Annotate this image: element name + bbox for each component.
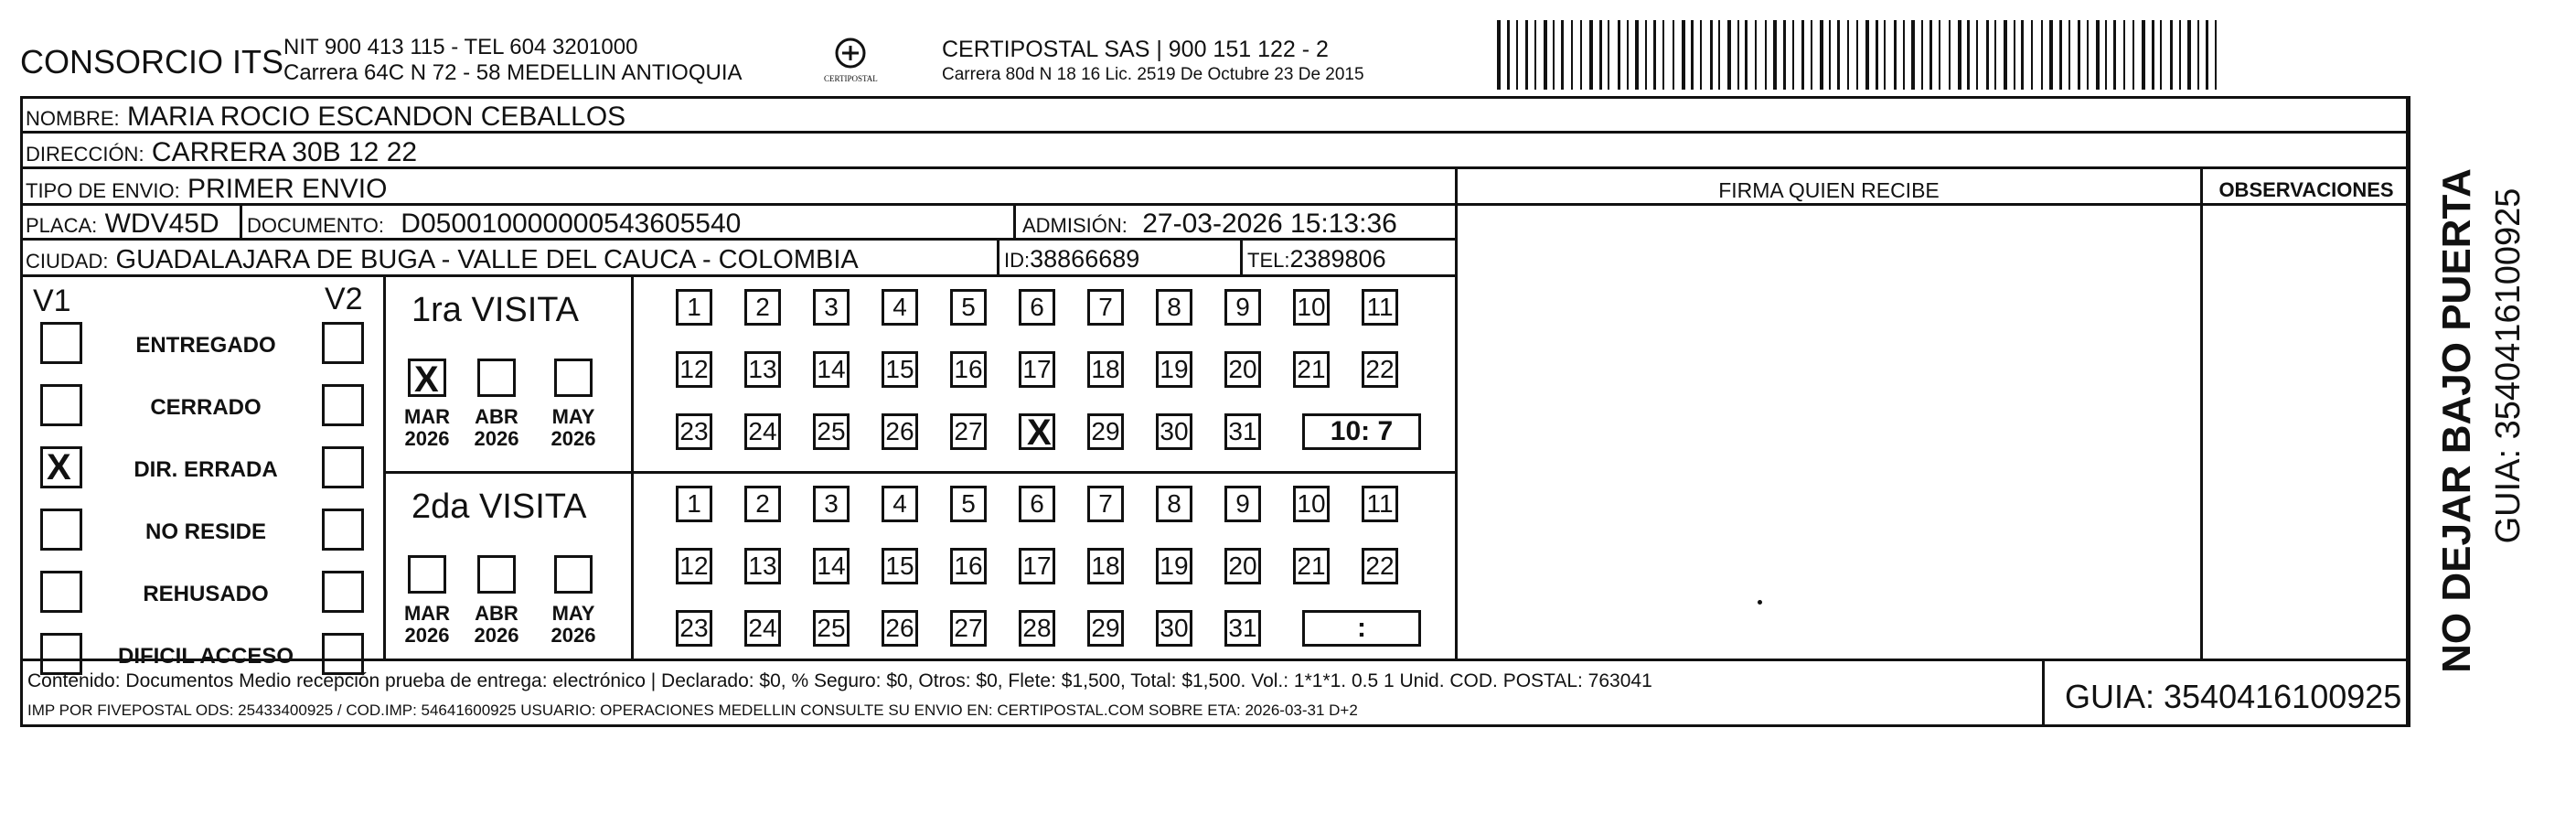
signature-dot [1758, 600, 1762, 605]
visit-2-title: 2da VISITA [412, 487, 587, 526]
visit-2-day-1[interactable]: 1 [676, 486, 712, 522]
visit-1-month-checkbox-mar[interactable] [408, 359, 446, 400]
visit-2-day-8[interactable]: 8 [1156, 486, 1192, 522]
tipo-label: TIPO DE ENVIO: [26, 179, 180, 202]
visit-2-month-checkbox-mar[interactable] [408, 555, 446, 594]
company-nit: NIT 900 413 115 - TEL 604 3201000 [283, 35, 638, 59]
visit-2-day-29[interactable]: 29 [1087, 610, 1124, 647]
company-name: CONSORCIO ITS [20, 43, 284, 80]
id-value: 38866689 [1030, 245, 1140, 273]
visit-1-day-5[interactable]: 5 [950, 289, 987, 326]
side-guia: GUIA: 3540416100925 [2489, 187, 2528, 544]
visit-1-day-4[interactable]: 4 [882, 289, 918, 326]
visit-2-day-27[interactable]: 27 [950, 610, 987, 647]
nombre-label: NOMBRE: [26, 107, 120, 130]
visit-1-day-28[interactable] [1019, 412, 1055, 453]
visit-1-day-27[interactable]: 27 [950, 413, 987, 450]
visit-1-day-25[interactable]: 25 [813, 413, 850, 450]
status-label-entregado: ENTREGADO [135, 333, 276, 358]
tel-value: 2389806 [1289, 245, 1386, 273]
admision-value: 27-03-2026 15:13:36 [1142, 209, 1397, 239]
visit-1-day-19[interactable]: 19 [1156, 351, 1192, 388]
visit-1-title: 1ra VISITA [412, 291, 580, 329]
visit-1-day-9[interactable]: 9 [1224, 289, 1261, 326]
direccion-value: CARRERA 30B 12 22 [151, 137, 418, 167]
visit-2-day-24[interactable]: 24 [744, 610, 781, 647]
nombre-row [26, 103, 625, 131]
direccion-label: DIRECCIÓN: [26, 143, 144, 166]
visit-1-day-20[interactable]: 20 [1224, 351, 1261, 388]
visit-1-month-label-abr: ABR 2026 [474, 405, 519, 450]
visit-1-day-29[interactable]: 29 [1087, 413, 1124, 450]
visit-2-month-checkbox-abr[interactable] [477, 555, 516, 594]
documento-label: DOCUMENTO: [247, 214, 384, 237]
visit-2-day-7[interactable]: 7 [1087, 486, 1124, 522]
status-label-cerrado: CERRADO [150, 395, 262, 420]
visit-2-day-10[interactable]: 10 [1293, 486, 1330, 522]
documento-value: D050010000000543605540 [401, 209, 742, 239]
visit-1-day-17[interactable]: 17 [1019, 351, 1055, 388]
v1-checkbox-cerrado[interactable] [40, 384, 82, 426]
visit-2-day-12[interactable]: 12 [676, 548, 712, 584]
visit-1-day-6[interactable]: 6 [1019, 289, 1055, 326]
nombre-value: MARIA ROCIO ESCANDON CEBALLOS [127, 102, 626, 132]
visit-1-day-15[interactable]: 15 [882, 351, 918, 388]
visit-2-day-13[interactable]: 13 [744, 548, 781, 584]
visit-1-day-22[interactable]: 22 [1362, 351, 1398, 388]
v2-checkbox-entregado[interactable] [322, 322, 364, 364]
visit-1-month-label-mar: MAR 2026 [403, 405, 451, 450]
visit-1-day-31[interactable]: 31 [1224, 413, 1261, 450]
visit-2-day-21[interactable]: 21 [1293, 548, 1330, 584]
visit-2-day-20[interactable]: 20 [1224, 548, 1261, 584]
side-warning: NO DEJAR BAJO PUERTA [2434, 168, 2479, 673]
visit-1-day-10[interactable]: 10 [1293, 289, 1330, 326]
visit-2-month-label-may: MAY 2026 [550, 602, 596, 647]
footer-guia: GUIA: 3540416100925 [2065, 678, 2402, 715]
visit-1-day-13[interactable]: 13 [744, 351, 781, 388]
tipo-row [26, 176, 387, 203]
visit-1-day-1[interactable]: 1 [676, 289, 712, 326]
certipostal-logo [818, 35, 882, 90]
visit-2-day-6[interactable]: 6 [1019, 486, 1055, 522]
v1-label: V1 [33, 284, 71, 318]
observaciones-label: OBSERVACIONES [2218, 178, 2394, 201]
v1-checkbox-dir-errada[interactable] [40, 446, 82, 488]
company-address: Carrera 64C N 72 - 58 MEDELLIN ANTIOQUIA [283, 60, 743, 85]
visit-2-month-checkbox-may[interactable] [554, 555, 593, 594]
admision-label: ADMISIÓN: [1022, 214, 1128, 237]
visit-2-day-25[interactable]: 25 [813, 610, 850, 647]
visit-1-day-11[interactable]: 11 [1362, 289, 1398, 326]
visit-1-month-checkbox-abr[interactable] [477, 359, 516, 397]
v2-checkbox-cerrado[interactable] [322, 384, 364, 426]
visit-2-month-label-abr: ABR 2026 [474, 602, 519, 647]
ciudad-value: GUADALAJARA DE BUGA - VALLE DEL CAUCA - COLOMBIA [115, 245, 859, 274]
visit-1-month-label-may: MAY 2026 [550, 405, 596, 450]
visit-1-time-box[interactable]: 10: 7 [1302, 413, 1421, 450]
tel-label: TEL: [1247, 249, 1290, 272]
status-label-dificil-acceso: DIFICIL ACCESO [117, 644, 294, 669]
visit-2-day-3[interactable]: 3 [813, 486, 850, 522]
visit-2-day-30[interactable]: 30 [1156, 610, 1192, 647]
visit-1-day-3[interactable]: 3 [813, 289, 850, 326]
visit-2-day-17[interactable]: 17 [1019, 548, 1055, 584]
visit-1-day-18[interactable]: 18 [1087, 351, 1124, 388]
status-label-dir-errada: DIR. ERRADA [134, 457, 278, 482]
barcode [1497, 20, 2224, 90]
documento-row [247, 210, 741, 238]
firma-label: FIRMA QUIEN RECIBE [1718, 178, 1940, 202]
v1-check-mark: X [47, 447, 71, 487]
visit-2-day-18[interactable]: 18 [1087, 548, 1124, 584]
v2-checkbox-no-reside[interactable] [322, 509, 364, 551]
id-label: ID: [1004, 249, 1031, 272]
v2-checkbox-dir-errada[interactable] [322, 446, 364, 488]
status-label-rehusado: REHUSADO [143, 582, 269, 606]
visit-1-day-14[interactable]: 14 [813, 351, 850, 388]
visit-1-day-8[interactable]: 8 [1156, 289, 1192, 326]
visit-2-day-23[interactable]: 23 [676, 610, 712, 647]
v2-label: V2 [325, 282, 363, 316]
id-row [1004, 247, 1139, 272]
visit-2-time-box[interactable]: : [1302, 610, 1421, 647]
direccion-row [26, 139, 417, 166]
v2-checkbox-rehusado[interactable] [322, 571, 364, 613]
visit-1-day-26[interactable]: 26 [882, 413, 918, 450]
admision-row [1022, 210, 1397, 238]
visit-1-day-21[interactable]: 21 [1293, 351, 1330, 388]
ciudad-row [26, 247, 859, 273]
visit-2-day-9[interactable]: 9 [1224, 486, 1261, 522]
status-label-no-reside: NO RESIDE [144, 519, 267, 544]
placa-row [26, 210, 219, 238]
visit-2-day-31[interactable]: 31 [1224, 610, 1261, 647]
visit-2-day-15[interactable]: 15 [882, 548, 918, 584]
v1-checkbox-no-reside[interactable] [40, 509, 82, 551]
visit-2-day-5[interactable]: 5 [950, 486, 987, 522]
visit-1-day-16[interactable]: 16 [950, 351, 987, 388]
footer-line2: IMP POR FIVEPOSTAL ODS: 25433400925 / COD.IMP: 54641600925 USUARIO: OPERACIONES MEDELLIN CONSULTE SU ENVIO EN: CERTIPOSTAL.COM SOBRE ETA: 2026-03-31 D+2 [27, 702, 1358, 719]
ciudad-label: CIUDAD: [26, 250, 109, 273]
v1-checkbox-rehusado[interactable] [40, 571, 82, 613]
visit-1-day-12[interactable]: 12 [676, 351, 712, 388]
visit-2-day-11[interactable]: 11 [1362, 486, 1398, 522]
visit-2-day-28[interactable]: 28 [1019, 610, 1055, 647]
footer-line1: Contenido: Documentos Medio recepción prueba de entrega: electrónico | Declarado: $0, % Seguro: $0, Otros: $0, Flete: $1,500, Total: $1,500. Vol.: 1*1*1. 0.5 1 Unid. COD. POSTAL: 763041 [27, 670, 1652, 691]
visit-1-month-checkbox-may[interactable] [554, 359, 593, 397]
logo-text: CERTIPOSTAL [824, 74, 878, 83]
visit-2-day-2[interactable]: 2 [744, 486, 781, 522]
v1-checkbox-dificil-acceso[interactable] [40, 633, 82, 675]
visit-1-month-mark: X [414, 359, 439, 400]
carrier-name: CERTIPOSTAL SAS | 900 151 122 - 2 [942, 37, 1329, 62]
visit-2-day-19[interactable]: 19 [1156, 548, 1192, 584]
visit-1-day-7[interactable]: 7 [1087, 289, 1124, 326]
visit-1-day-mark: X [1027, 412, 1052, 453]
visit-2-day-4[interactable]: 4 [882, 486, 918, 522]
tipo-value: PRIMER ENVIO [187, 174, 388, 204]
visit-2-month-label-mar: MAR 2026 [403, 602, 451, 647]
placa-label: PLACA: [26, 214, 98, 237]
v1-checkbox-entregado[interactable] [40, 322, 82, 364]
carrier-address: Carrera 80d N 18 16 Lic. 2519 De Octubre 23 De 2015 [942, 65, 1364, 84]
visit-1-day-30[interactable]: 30 [1156, 413, 1192, 450]
visit-1-day-2[interactable]: 2 [744, 289, 781, 326]
visit-2-day-26[interactable]: 26 [882, 610, 918, 647]
placa-value: WDV45D [104, 209, 219, 239]
visit-2-day-14[interactable]: 14 [813, 548, 850, 584]
visit-2-day-16[interactable]: 16 [950, 548, 987, 584]
v2-checkbox-dificil-acceso[interactable] [322, 633, 364, 675]
visit-2-day-22[interactable]: 22 [1362, 548, 1398, 584]
visit-1-day-24[interactable]: 24 [744, 413, 781, 450]
visit-1-day-23[interactable]: 23 [676, 413, 712, 450]
tel-row [1247, 247, 1386, 272]
